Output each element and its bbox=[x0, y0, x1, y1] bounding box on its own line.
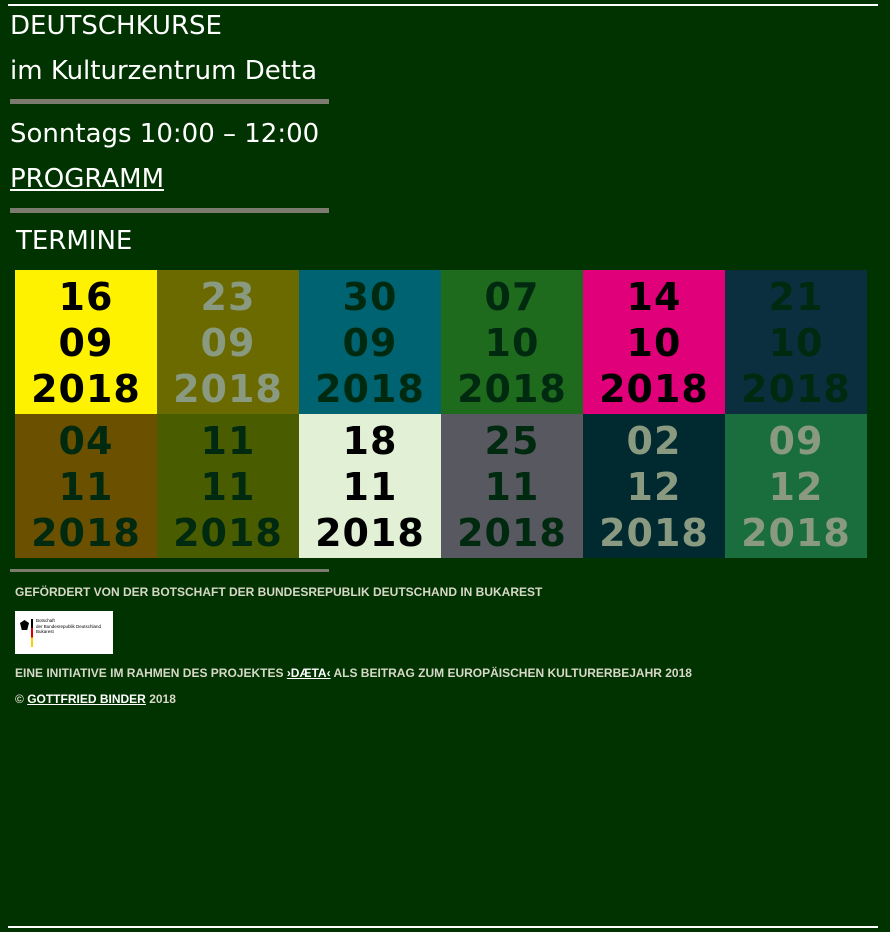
date-cell[interactable] bbox=[725, 270, 867, 414]
date-day: 21 bbox=[768, 275, 824, 319]
divider-1 bbox=[10, 99, 329, 104]
date-year: 2018 bbox=[173, 367, 283, 411]
top-border-line bbox=[8, 4, 878, 6]
date-day: 23 bbox=[200, 275, 256, 319]
date-grid bbox=[15, 270, 867, 558]
page-subtitle: im Kulturzentrum Detta bbox=[10, 56, 318, 86]
date-cell[interactable] bbox=[299, 270, 441, 414]
date-month: 10 bbox=[484, 321, 540, 365]
date-day: 04 bbox=[58, 419, 114, 463]
termine-heading: TERMINE bbox=[16, 226, 133, 256]
program-link-wrap bbox=[10, 163, 164, 195]
date-day: 09 bbox=[768, 419, 824, 463]
date-day: 30 bbox=[342, 275, 398, 319]
copyright-symbol: © bbox=[15, 692, 28, 706]
sponsor-text: GEFÖRDERT VON DER BOTSCHAFT DER BUNDESREPUBLIK DEUTSCHAND IN BUKAREST bbox=[15, 585, 543, 599]
date-day: 25 bbox=[484, 419, 540, 463]
date-cell[interactable] bbox=[15, 414, 157, 558]
date-month: 11 bbox=[484, 465, 540, 509]
date-year: 2018 bbox=[741, 511, 851, 555]
date-cell[interactable] bbox=[583, 414, 725, 558]
date-year: 2018 bbox=[741, 367, 851, 411]
date-cell[interactable] bbox=[157, 270, 299, 414]
date-cell[interactable] bbox=[299, 414, 441, 558]
date-day: 11 bbox=[200, 419, 256, 463]
embassy-logo[interactable] bbox=[15, 611, 113, 654]
logo-text: Botschaft der Bundesrepublik Deutschland Bukarest bbox=[36, 618, 102, 634]
date-year: 2018 bbox=[31, 367, 141, 411]
date-month: 11 bbox=[58, 465, 114, 509]
date-day: 18 bbox=[342, 419, 398, 463]
date-cell[interactable] bbox=[15, 270, 157, 414]
date-cell[interactable] bbox=[583, 270, 725, 414]
eagle-icon bbox=[20, 620, 29, 630]
date-month: 09 bbox=[58, 321, 114, 365]
divider-2 bbox=[10, 208, 329, 213]
date-year: 2018 bbox=[315, 367, 425, 411]
author-link[interactable]: GOTTFRIED BINDER bbox=[27, 692, 146, 706]
date-year: 2018 bbox=[31, 511, 141, 555]
divider-3 bbox=[10, 569, 329, 572]
program-link[interactable]: PROGRAMM bbox=[10, 164, 165, 194]
date-month: 09 bbox=[200, 321, 256, 365]
date-cell[interactable] bbox=[157, 414, 299, 558]
date-year: 2018 bbox=[315, 511, 425, 555]
bottom-border-line bbox=[8, 926, 878, 928]
page-title: DEUTSCHKURSE bbox=[10, 11, 222, 41]
initiative-prefix: EINE INITIATIVE IM RAHMEN DES PROJEKTES bbox=[15, 666, 287, 680]
date-year: 2018 bbox=[173, 511, 283, 555]
daeta-link[interactable]: ›DÆTA‹ bbox=[286, 666, 331, 680]
date-day: 07 bbox=[484, 275, 540, 319]
date-cell[interactable] bbox=[441, 414, 583, 558]
initiative-suffix: ALS BEITRAG ZUM EUROPÄISCHEN KULTURERBEJAHR 2018 bbox=[330, 666, 692, 680]
date-month: 12 bbox=[626, 465, 682, 509]
date-month: 11 bbox=[200, 465, 256, 509]
copyright-text bbox=[15, 692, 176, 706]
date-month: 12 bbox=[768, 465, 824, 509]
date-month: 10 bbox=[768, 321, 824, 365]
date-month: 10 bbox=[626, 321, 682, 365]
date-day: 14 bbox=[626, 275, 682, 319]
initiative-text bbox=[15, 666, 692, 680]
date-day: 16 bbox=[58, 275, 114, 319]
date-year: 2018 bbox=[457, 367, 567, 411]
date-day: 02 bbox=[626, 419, 682, 463]
german-flag-icon bbox=[31, 619, 33, 647]
date-cell[interactable] bbox=[725, 414, 867, 558]
schedule-text: Sonntags 10:00 – 12:00 bbox=[10, 119, 320, 149]
date-cell[interactable] bbox=[441, 270, 583, 414]
date-month: 09 bbox=[342, 321, 398, 365]
date-year: 2018 bbox=[599, 511, 709, 555]
date-year: 2018 bbox=[457, 511, 567, 555]
date-month: 11 bbox=[342, 465, 398, 509]
date-year: 2018 bbox=[599, 367, 709, 411]
copyright-year: 2018 bbox=[145, 692, 176, 706]
